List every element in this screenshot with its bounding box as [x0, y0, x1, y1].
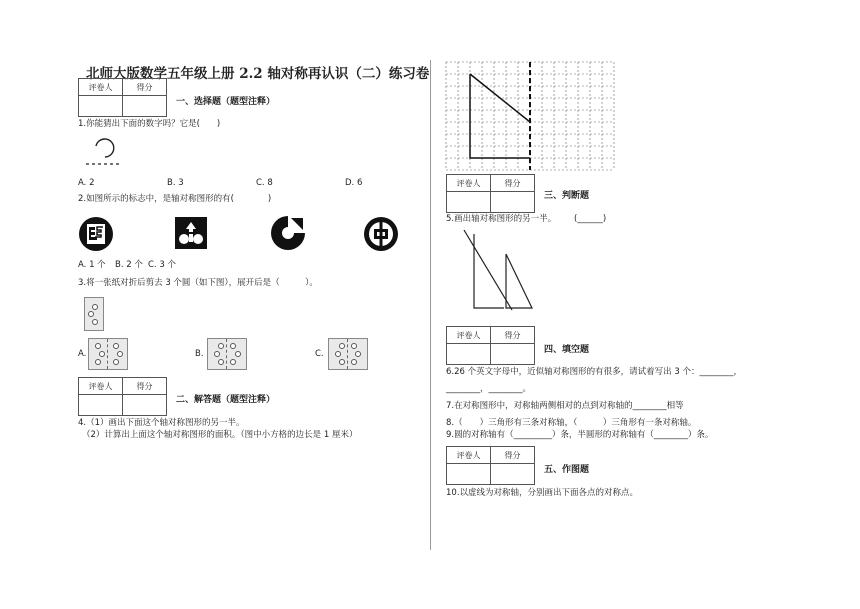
q1-option-c[interactable]: C. 8 [256, 178, 273, 188]
reviewer-label: 评卷人 [79, 378, 123, 395]
q3-option-b-figure[interactable] [207, 338, 247, 370]
page-title: 北师大版数学五年级上册 2.2 轴对称再认识（二）练习卷 [86, 66, 430, 82]
bank-logo-4-icon [362, 215, 400, 253]
question-4-part-2: （2）计算出上面这个轴对称图形的面积。（图中小方格的边长是 1 厘米） [82, 430, 358, 440]
question-10: 10.以虚线为对称轴，分别画出下面各点的对称点。 [446, 488, 639, 498]
reviewer-cell[interactable] [79, 96, 123, 117]
score-label: 得分 [491, 175, 535, 192]
reviewer-label: 评卷人 [447, 447, 491, 464]
score-cell[interactable] [491, 464, 535, 485]
score-box-1 [78, 78, 167, 117]
q1-option-d[interactable]: D. 6 [345, 178, 363, 188]
q2-option-c[interactable]: C. 3 个 [148, 260, 176, 270]
question-8: 8.（ ）三角形有三条对称轴，（ ）三角形有一条对称轴。 [446, 418, 697, 428]
q1-option-a[interactable]: A. 2 [78, 178, 95, 188]
bank-logo-2-icon [173, 215, 209, 251]
score-label: 得分 [491, 447, 535, 464]
q3-option-b-label[interactable]: B. [195, 349, 204, 359]
shape-outline [470, 74, 530, 158]
q2-option-a[interactable]: A. 1 个 [78, 260, 106, 270]
half-figure-with-axis [462, 228, 542, 312]
q5-answer-blank[interactable]: (______) [574, 214, 607, 224]
bank-logo-3-icon [269, 214, 307, 252]
section-judge-heading: 三、判断题 [544, 191, 590, 201]
score-cell[interactable] [491, 192, 535, 213]
q3-option-c-figure[interactable] [328, 338, 368, 370]
section-fill-heading: 四、填空题 [544, 345, 590, 355]
reviewer-label: 评卷人 [447, 175, 491, 192]
reviewer-label: 评卷人 [79, 79, 123, 96]
score-cell[interactable] [123, 395, 167, 416]
score-cell[interactable] [123, 96, 167, 117]
reviewer-cell[interactable] [447, 344, 491, 365]
q3-option-a-figure[interactable] [88, 338, 128, 370]
score-cell[interactable] [491, 344, 535, 365]
q2-option-b[interactable]: B. 2 个 [115, 260, 143, 270]
q3-option-a-label[interactable]: A. [78, 349, 87, 359]
reviewer-label: 评卷人 [447, 327, 491, 344]
section-answer-heading: 二、解答题（题型注释） [176, 395, 276, 405]
grid-figure [446, 62, 614, 174]
bank-logo-1-icon [77, 215, 115, 253]
question-6-line-2: ________，________。 [446, 384, 532, 394]
question-3: 3.将一张纸对折后剪去 3 个圆（如下图），展开后是（ ）。 [78, 278, 318, 288]
question-1: 1.你能猜出下面的数字吗？它是( ) [78, 119, 221, 129]
partial-digit-figure [84, 136, 124, 168]
question-2: 2.如图所示的标志中，是轴对称图形的有( ) [78, 194, 272, 204]
folded-paper-figure [84, 297, 104, 331]
reviewer-cell[interactable] [79, 395, 123, 416]
section-draw-heading: 五、作图题 [544, 465, 590, 475]
score-label: 得分 [123, 79, 167, 96]
score-box-3 [446, 174, 535, 213]
score-label: 得分 [123, 378, 167, 395]
score-box-2 [78, 377, 167, 416]
score-label: 得分 [491, 327, 535, 344]
q3-option-c-label[interactable]: C. [315, 349, 324, 359]
question-7: 7.在对称图形中，对称轴两侧相对的点到对称轴的________相等 [446, 401, 684, 411]
question-9: 9.圆的对称轴有（_________）条，半圆形的对称轴有（________）条。 [446, 430, 714, 440]
question-6-line-1: 6.26 个英文字母中，近似轴对称图形的有很多，请试着写出 3 个：________， [446, 367, 742, 377]
q1-option-b[interactable]: B. 3 [167, 178, 184, 188]
score-box-4 [446, 326, 535, 365]
reviewer-cell[interactable] [447, 464, 491, 485]
section-choice-heading: 一、选择题（题型注释） [176, 97, 276, 107]
score-box-5 [446, 446, 535, 485]
question-5: 5.画出轴对称图形的另一半。 [446, 214, 557, 224]
reviewer-cell[interactable] [447, 192, 491, 213]
column-divider [430, 60, 431, 550]
question-4-part-1: 4.（1）画出下面这个轴对称图形的另一半。 [78, 418, 245, 428]
